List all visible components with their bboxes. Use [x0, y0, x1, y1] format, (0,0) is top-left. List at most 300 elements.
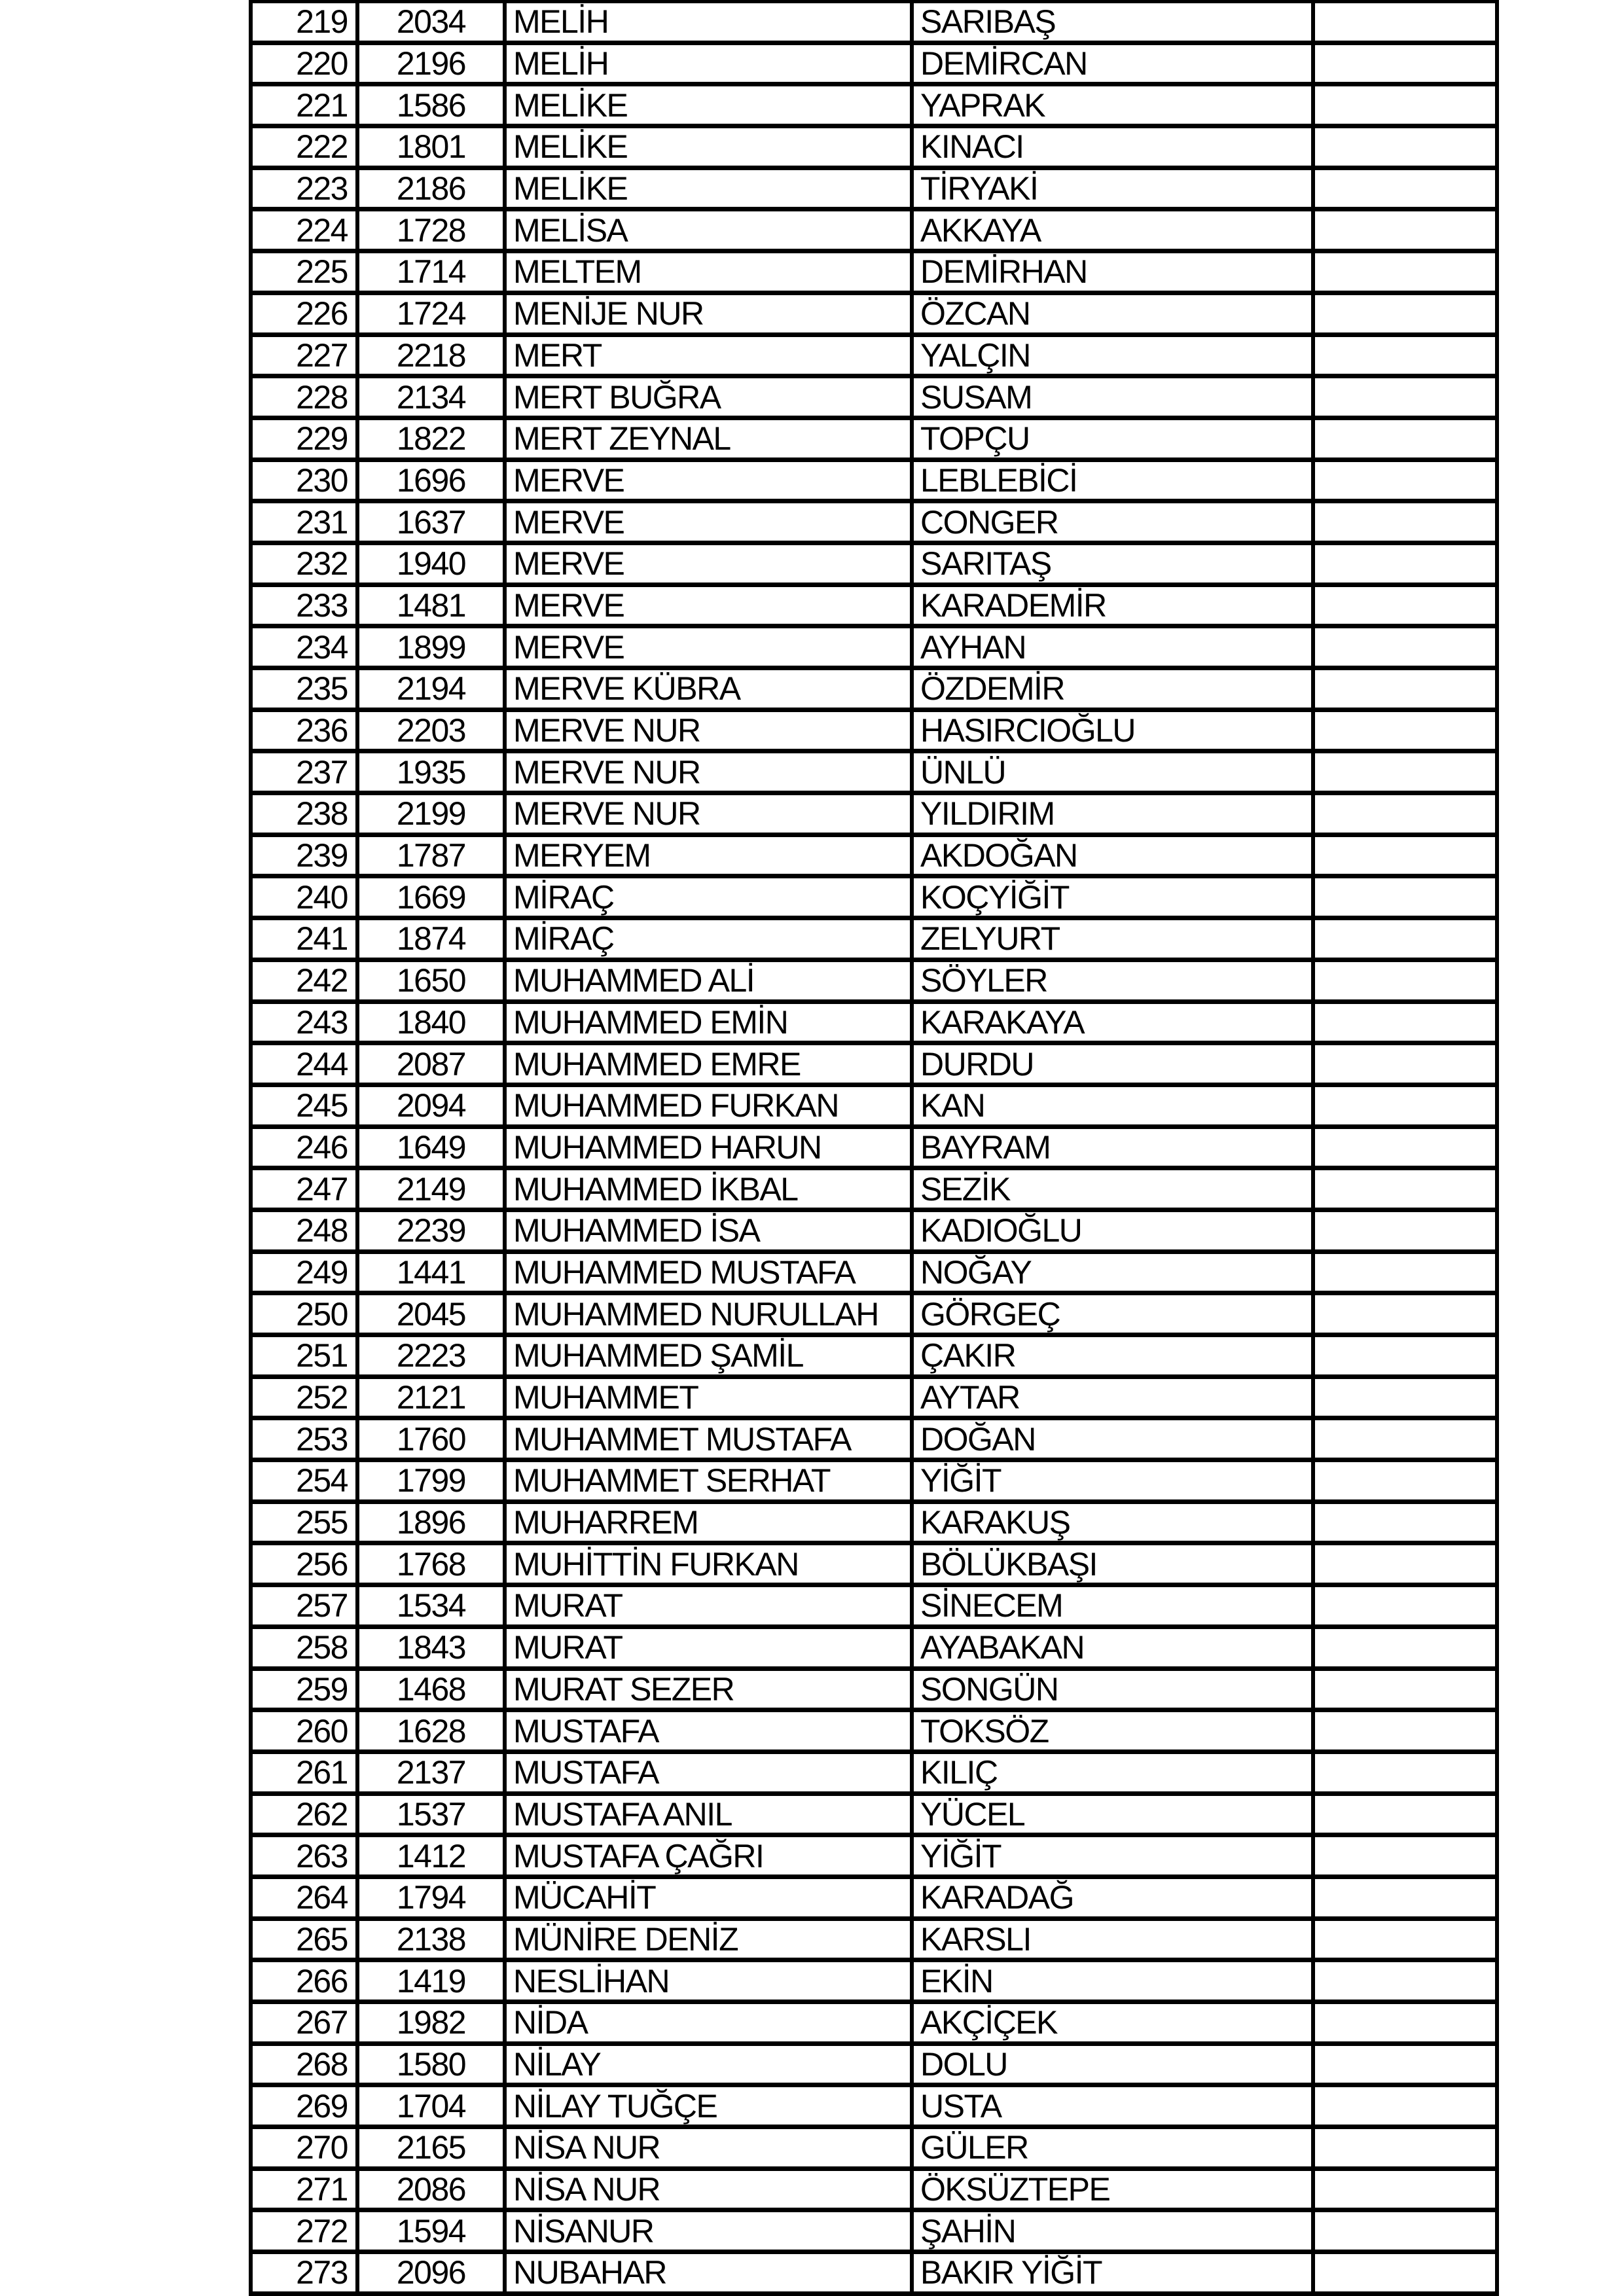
first-name-cell: MUHAMMED İKBAL: [507, 1170, 914, 1208]
signature-cell: [1315, 128, 1499, 166]
table-row: [253, 337, 1499, 379]
row-number-cell: 263: [253, 1837, 359, 1874]
signature-cell: [1315, 628, 1499, 666]
table-row: [253, 1796, 1499, 1838]
row-number-cell: 244: [253, 1045, 359, 1083]
first-name-cell: MERVE: [507, 545, 914, 583]
first-name-cell: MELİH: [507, 45, 914, 82]
signature-cell: [1315, 962, 1499, 999]
last-name-cell: AYABAKAN: [914, 1629, 1315, 1666]
row-number-cell: 267: [253, 2004, 359, 2041]
signature-cell: [1315, 1629, 1499, 1666]
id-number-cell: 2194: [359, 670, 507, 708]
signature-cell: [1315, 1379, 1499, 1416]
id-number-cell: 2121: [359, 1379, 507, 1416]
table-row: [253, 378, 1499, 420]
row-number-cell: 229: [253, 420, 359, 457]
first-name-cell: MUHAMMED ALİ: [507, 962, 914, 999]
last-name-cell: KARAKAYA: [914, 1004, 1315, 1041]
table-row: [253, 753, 1499, 795]
last-name-cell: TOPÇU: [914, 420, 1315, 457]
id-number-cell: 1940: [359, 545, 507, 583]
first-name-cell: NİLAY: [507, 2046, 914, 2083]
table-row: [253, 2254, 1499, 2296]
last-name-cell: NOĞAY: [914, 1254, 1315, 1291]
signature-cell: [1315, 795, 1499, 833]
row-number-cell: 233: [253, 587, 359, 624]
last-name-cell: KARSLI: [914, 1921, 1315, 1958]
first-name-cell: MUHAMMED İSA: [507, 1212, 914, 1249]
first-name-cell: MURAT: [507, 1587, 914, 1624]
signature-cell: [1315, 2046, 1499, 2083]
first-name-cell: MERVE: [507, 628, 914, 666]
id-number-cell: 2223: [359, 1337, 507, 1374]
signature-cell: [1315, 1712, 1499, 1749]
id-number-cell: 2137: [359, 1754, 507, 1791]
id-number-cell: 1441: [359, 1254, 507, 1291]
table-row: [253, 920, 1499, 962]
id-number-cell: 1669: [359, 878, 507, 916]
row-number-cell: 252: [253, 1379, 359, 1416]
table-row: [253, 1587, 1499, 1629]
id-number-cell: 1580: [359, 2046, 507, 2083]
id-number-cell: 1982: [359, 2004, 507, 2041]
row-number-cell: 222: [253, 128, 359, 166]
signature-cell: [1315, 2171, 1499, 2208]
first-name-cell: MUHAMMED FURKAN: [507, 1087, 914, 1124]
last-name-cell: SUSAM: [914, 378, 1315, 416]
table-row: [253, 1295, 1499, 1337]
last-name-cell: YALÇIN: [914, 337, 1315, 374]
signature-cell: [1315, 2212, 1499, 2250]
first-name-cell: NİSA NUR: [507, 2171, 914, 2208]
last-name-cell: AKKAYA: [914, 211, 1315, 249]
table-row: [253, 1879, 1499, 1921]
signature-cell: [1315, 1587, 1499, 1624]
signature-cell: [1315, 670, 1499, 708]
row-number-cell: 271: [253, 2171, 359, 2208]
first-name-cell: MUHAMMED MUSTAFA: [507, 1254, 914, 1291]
table-row: [253, 86, 1499, 128]
signature-cell: [1315, 420, 1499, 457]
table-row: [253, 878, 1499, 920]
signature-cell: [1315, 587, 1499, 624]
row-number-cell: 257: [253, 1587, 359, 1624]
last-name-cell: USTA: [914, 2087, 1315, 2125]
first-name-cell: MURAT SEZER: [507, 1671, 914, 1708]
table-row: [253, 1962, 1499, 2004]
id-number-cell: 1649: [359, 1129, 507, 1166]
row-number-cell: 253: [253, 1420, 359, 1458]
last-name-cell: YİĞİT: [914, 1837, 1315, 1874]
last-name-cell: TOKSÖZ: [914, 1712, 1315, 1749]
id-number-cell: 2196: [359, 45, 507, 82]
signature-cell: [1315, 1295, 1499, 1333]
id-number-cell: 2094: [359, 1087, 507, 1124]
last-name-cell: DOLU: [914, 2046, 1315, 2083]
table-row: [253, 1004, 1499, 1046]
table-row: [253, 2004, 1499, 2046]
row-number-cell: 249: [253, 1254, 359, 1291]
table-row: [253, 128, 1499, 170]
id-number-cell: 2134: [359, 378, 507, 416]
row-number-cell: 242: [253, 962, 359, 999]
table-row: [253, 1087, 1499, 1129]
first-name-cell: NİSA NUR: [507, 2129, 914, 2166]
table-row: [253, 2087, 1499, 2129]
last-name-cell: TİRYAKİ: [914, 170, 1315, 207]
last-name-cell: SARITAŞ: [914, 545, 1315, 583]
row-number-cell: 243: [253, 1004, 359, 1041]
row-number-cell: 273: [253, 2254, 359, 2291]
row-number-cell: 272: [253, 2212, 359, 2250]
first-name-cell: MERT: [507, 337, 914, 374]
id-number-cell: 1840: [359, 1004, 507, 1041]
id-number-cell: 2203: [359, 712, 507, 749]
signature-cell: [1315, 920, 1499, 958]
first-name-cell: MERT ZEYNAL: [507, 420, 914, 457]
id-number-cell: 1801: [359, 128, 507, 166]
last-name-cell: KILIÇ: [914, 1754, 1315, 1791]
signature-cell: [1315, 503, 1499, 541]
id-number-cell: 1935: [359, 753, 507, 791]
last-name-cell: DURDU: [914, 1045, 1315, 1083]
row-number-cell: 235: [253, 670, 359, 708]
table-row: [253, 2046, 1499, 2088]
signature-cell: [1315, 1004, 1499, 1041]
id-number-cell: 2096: [359, 2254, 507, 2291]
first-name-cell: MUSTAFA ANIL: [507, 1796, 914, 1833]
last-name-cell: ÖKSÜZTEPE: [914, 2171, 1315, 2208]
row-number-cell: 248: [253, 1212, 359, 1249]
last-name-cell: BÖLÜKBAŞI: [914, 1545, 1315, 1583]
row-number-cell: 256: [253, 1545, 359, 1583]
row-number-cell: 241: [253, 920, 359, 958]
signature-cell: [1315, 1337, 1499, 1374]
last-name-cell: SONGÜN: [914, 1671, 1315, 1708]
signature-cell: [1315, 1045, 1499, 1083]
last-name-cell: SİNECEM: [914, 1587, 1315, 1624]
first-name-cell: MUSTAFA: [507, 1754, 914, 1791]
last-name-cell: YILDIRIM: [914, 795, 1315, 833]
table-row: [253, 1712, 1499, 1754]
table-row: [253, 253, 1499, 295]
first-name-cell: MİRAÇ: [507, 920, 914, 958]
last-name-cell: AKÇİÇEK: [914, 2004, 1315, 2041]
first-name-cell: NİLAY TUĞÇE: [507, 2087, 914, 2125]
table-row: [253, 170, 1499, 212]
signature-cell: [1315, 1254, 1499, 1291]
first-name-cell: MÜCAHİT: [507, 1879, 914, 1916]
table-row: [253, 45, 1499, 87]
first-name-cell: NESLİHAN: [507, 1962, 914, 2000]
first-name-cell: MUHAMMED ŞAMİL: [507, 1337, 914, 1374]
row-number-cell: 245: [253, 1087, 359, 1124]
last-name-cell: KAN: [914, 1087, 1315, 1124]
table-row: [253, 1671, 1499, 1713]
row-number-cell: 227: [253, 337, 359, 374]
row-number-cell: 247: [253, 1170, 359, 1208]
signature-cell: [1315, 1504, 1499, 1541]
table-row: [253, 1629, 1499, 1671]
signature-cell: [1315, 462, 1499, 499]
table-row: [253, 837, 1499, 879]
first-name-cell: MELİKE: [507, 86, 914, 124]
first-name-cell: MUHARREM: [507, 1504, 914, 1541]
first-name-cell: MUHAMMED NURULLAH: [507, 1295, 914, 1333]
first-name-cell: MUHİTTİN FURKAN: [507, 1545, 914, 1583]
table-row: [253, 1254, 1499, 1296]
table-row: [253, 628, 1499, 670]
signature-cell: [1315, 1129, 1499, 1166]
first-name-cell: MERT BUĞRA: [507, 378, 914, 416]
last-name-cell: KINACI: [914, 128, 1315, 166]
id-number-cell: 1760: [359, 1420, 507, 1458]
table-row: [253, 1837, 1499, 1879]
first-name-cell: MİRAÇ: [507, 878, 914, 916]
id-number-cell: 1468: [359, 1671, 507, 1708]
first-name-cell: MENİJE NUR: [507, 295, 914, 332]
signature-cell: [1315, 378, 1499, 416]
row-number-cell: 246: [253, 1129, 359, 1166]
table-row: [253, 2212, 1499, 2254]
first-name-cell: MUHAMMED HARUN: [507, 1129, 914, 1166]
id-number-cell: 2199: [359, 795, 507, 833]
signature-cell: [1315, 1545, 1499, 1583]
last-name-cell: AYTAR: [914, 1379, 1315, 1416]
id-number-cell: 1704: [359, 2087, 507, 2125]
signature-cell: [1315, 253, 1499, 291]
first-name-cell: NİDA: [507, 2004, 914, 2041]
last-name-cell: ZELYURT: [914, 920, 1315, 958]
table-row: [253, 2129, 1499, 2171]
table-row: [253, 1504, 1499, 1546]
signature-cell: [1315, 2254, 1499, 2291]
id-number-cell: 2045: [359, 1295, 507, 1333]
last-name-cell: ÖZDEMİR: [914, 670, 1315, 708]
table-row: [253, 587, 1499, 629]
id-number-cell: 2034: [359, 3, 507, 41]
id-number-cell: 1534: [359, 1587, 507, 1624]
table-row: [253, 211, 1499, 253]
row-number-cell: 237: [253, 753, 359, 791]
last-name-cell: DEMİRCAN: [914, 45, 1315, 82]
id-number-cell: 1412: [359, 1837, 507, 1874]
row-number-cell: 234: [253, 628, 359, 666]
table-row: [253, 2171, 1499, 2213]
table-row: [253, 1462, 1499, 1504]
last-name-cell: SEZİK: [914, 1170, 1315, 1208]
last-name-cell: DEMİRHAN: [914, 253, 1315, 291]
last-name-cell: KARAKUŞ: [914, 1504, 1315, 1541]
id-number-cell: 2186: [359, 170, 507, 207]
first-name-cell: MERVE: [507, 503, 914, 541]
first-name-cell: MUSTAFA: [507, 1712, 914, 1749]
row-number-cell: 264: [253, 1879, 359, 1916]
last-name-cell: ÜNLÜ: [914, 753, 1315, 791]
last-name-cell: GÜLER: [914, 2129, 1315, 2166]
signature-cell: [1315, 2129, 1499, 2166]
id-number-cell: 2239: [359, 1212, 507, 1249]
signature-cell: [1315, 337, 1499, 374]
id-number-cell: 2087: [359, 1045, 507, 1083]
id-number-cell: 1822: [359, 420, 507, 457]
id-number-cell: 1799: [359, 1462, 507, 1499]
id-number-cell: 1896: [359, 1504, 507, 1541]
row-number-cell: 228: [253, 378, 359, 416]
signature-cell: [1315, 2087, 1499, 2125]
row-number-cell: 254: [253, 1462, 359, 1499]
signature-cell: [1315, 1879, 1499, 1916]
last-name-cell: ÖZCAN: [914, 295, 1315, 332]
row-number-cell: 230: [253, 462, 359, 499]
row-number-cell: 258: [253, 1629, 359, 1666]
table-row: [253, 462, 1499, 504]
row-number-cell: 225: [253, 253, 359, 291]
last-name-cell: YAPRAK: [914, 86, 1315, 124]
id-number-cell: 1787: [359, 837, 507, 874]
table-row: [253, 1170, 1499, 1212]
last-name-cell: HASIRCIOĞLU: [914, 712, 1315, 749]
table-row: [253, 295, 1499, 337]
first-name-cell: MUHAMMET: [507, 1379, 914, 1416]
table-row: [253, 1045, 1499, 1087]
id-number-cell: 1586: [359, 86, 507, 124]
table-row: [253, 545, 1499, 587]
signature-cell: [1315, 753, 1499, 791]
table-row: [253, 503, 1499, 545]
signature-cell: [1315, 2004, 1499, 2041]
last-name-cell: YÜCEL: [914, 1796, 1315, 1833]
last-name-cell: AYHAN: [914, 628, 1315, 666]
first-name-cell: MERVE NUR: [507, 795, 914, 833]
last-name-cell: GÖRGEÇ: [914, 1295, 1315, 1333]
first-name-cell: MELİH: [507, 3, 914, 41]
id-number-cell: 1481: [359, 587, 507, 624]
roster-table: [249, 0, 1499, 2296]
table-row: [253, 1754, 1499, 1796]
last-name-cell: CONGER: [914, 503, 1315, 541]
first-name-cell: MELİSA: [507, 211, 914, 249]
signature-cell: [1315, 1420, 1499, 1458]
first-name-cell: MERVE: [507, 462, 914, 499]
table-row: [253, 670, 1499, 712]
table-row: [253, 795, 1499, 837]
signature-cell: [1315, 837, 1499, 874]
signature-cell: [1315, 545, 1499, 583]
id-number-cell: 2138: [359, 1921, 507, 1958]
last-name-cell: ÇAKIR: [914, 1337, 1315, 1374]
row-number-cell: 266: [253, 1962, 359, 2000]
signature-cell: [1315, 1671, 1499, 1708]
last-name-cell: KARADAĞ: [914, 1879, 1315, 1916]
first-name-cell: MERVE: [507, 587, 914, 624]
row-number-cell: 236: [253, 712, 359, 749]
id-number-cell: 1874: [359, 920, 507, 958]
id-number-cell: 1724: [359, 295, 507, 332]
row-number-cell: 262: [253, 1796, 359, 1833]
id-number-cell: 1728: [359, 211, 507, 249]
row-number-cell: 255: [253, 1504, 359, 1541]
first-name-cell: MERYEM: [507, 837, 914, 874]
signature-cell: [1315, 712, 1499, 749]
table-row: [253, 1420, 1499, 1462]
first-name-cell: MELİKE: [507, 128, 914, 166]
first-name-cell: MURAT: [507, 1629, 914, 1666]
signature-cell: [1315, 1087, 1499, 1124]
table-row: [253, 1921, 1499, 1963]
id-number-cell: 1419: [359, 1962, 507, 2000]
table-row: [253, 1379, 1499, 1421]
id-number-cell: 1537: [359, 1796, 507, 1833]
first-name-cell: MERVE KÜBRA: [507, 670, 914, 708]
id-number-cell: 1843: [359, 1629, 507, 1666]
id-number-cell: 1714: [359, 253, 507, 291]
row-number-cell: 221: [253, 86, 359, 124]
row-number-cell: 265: [253, 1921, 359, 1958]
signature-cell: [1315, 1754, 1499, 1791]
first-name-cell: MUHAMMET MUSTAFA: [507, 1420, 914, 1458]
last-name-cell: EKİN: [914, 1962, 1315, 2000]
table-row: [253, 712, 1499, 754]
first-name-cell: MELTEM: [507, 253, 914, 291]
row-number-cell: 223: [253, 170, 359, 207]
first-name-cell: MUHAMMED EMRE: [507, 1045, 914, 1083]
row-number-cell: 231: [253, 503, 359, 541]
row-number-cell: 251: [253, 1337, 359, 1374]
id-number-cell: 1650: [359, 962, 507, 999]
last-name-cell: BAKIR YİĞİT: [914, 2254, 1315, 2291]
table-row: [253, 1129, 1499, 1171]
table-row: [253, 1212, 1499, 1254]
row-number-cell: 219: [253, 3, 359, 41]
row-number-cell: 224: [253, 211, 359, 249]
row-number-cell: 260: [253, 1712, 359, 1749]
last-name-cell: ŞAHİN: [914, 2212, 1315, 2250]
table-row: [253, 1337, 1499, 1379]
id-number-cell: 2165: [359, 2129, 507, 2166]
signature-cell: [1315, 3, 1499, 41]
row-number-cell: 269: [253, 2087, 359, 2125]
signature-cell: [1315, 1462, 1499, 1499]
first-name-cell: NUBAHAR: [507, 2254, 914, 2291]
signature-cell: [1315, 170, 1499, 207]
last-name-cell: AKDOĞAN: [914, 837, 1315, 874]
row-number-cell: 238: [253, 795, 359, 833]
id-number-cell: 1768: [359, 1545, 507, 1583]
row-number-cell: 220: [253, 45, 359, 82]
id-number-cell: 2086: [359, 2171, 507, 2208]
first-name-cell: NİSANUR: [507, 2212, 914, 2250]
id-number-cell: 2149: [359, 1170, 507, 1208]
last-name-cell: KADIOĞLU: [914, 1212, 1315, 1249]
table-row: [253, 3, 1499, 45]
row-number-cell: 259: [253, 1671, 359, 1708]
signature-cell: [1315, 211, 1499, 249]
row-number-cell: 240: [253, 878, 359, 916]
last-name-cell: LEBLEBİCİ: [914, 462, 1315, 499]
first-name-cell: MELİKE: [507, 170, 914, 207]
id-number-cell: 1637: [359, 503, 507, 541]
row-number-cell: 270: [253, 2129, 359, 2166]
id-number-cell: 1899: [359, 628, 507, 666]
id-number-cell: 2218: [359, 337, 507, 374]
first-name-cell: MUHAMMET SERHAT: [507, 1462, 914, 1499]
table-row: [253, 1545, 1499, 1587]
signature-cell: [1315, 295, 1499, 332]
table-row: [253, 420, 1499, 462]
first-name-cell: MÜNİRE DENİZ: [507, 1921, 914, 1958]
